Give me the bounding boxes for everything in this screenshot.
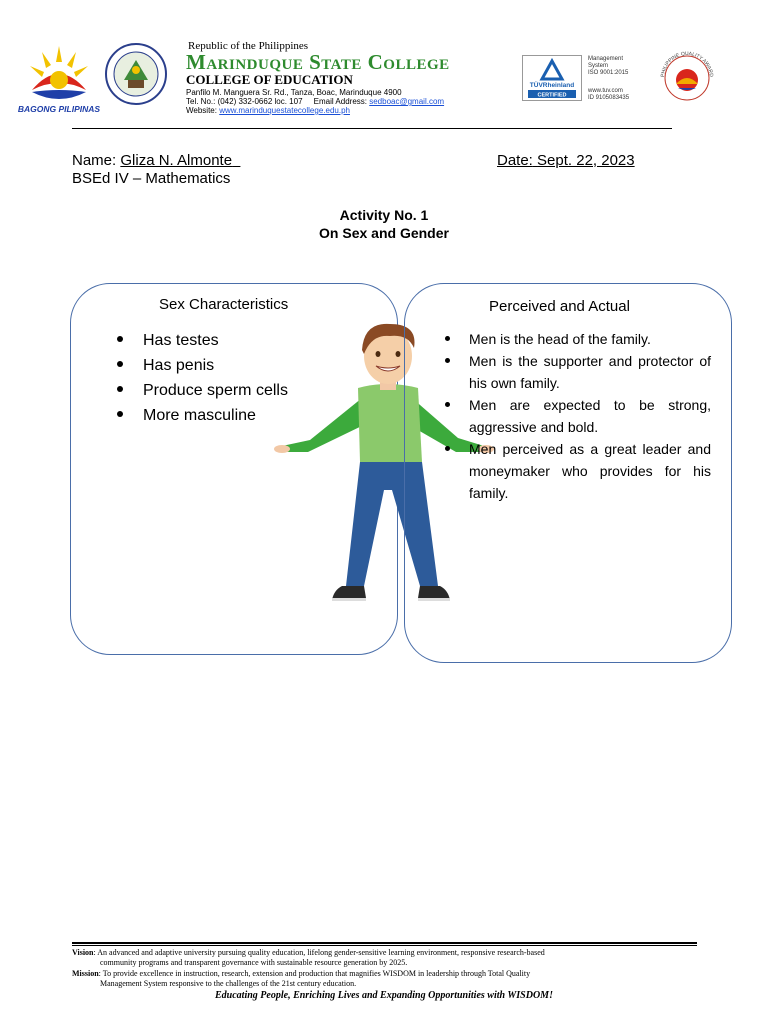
perceived-actual-box bbox=[404, 283, 732, 663]
bagong-pilipinas-label: BAGONG PILIPINAS bbox=[18, 104, 100, 114]
tel-text: Tel. No.: (042) 332-0662 loc. 107 bbox=[186, 97, 303, 106]
college-name: Marinduque State College bbox=[186, 50, 450, 74]
tagline: Educating People, Enriching Lives and Expanding Opportunities with WISDOM! bbox=[215, 990, 553, 1001]
date-row bbox=[497, 152, 635, 169]
vision-label: Vision bbox=[72, 948, 94, 957]
cert-system-line2: System bbox=[588, 63, 609, 69]
college-unit: COLLEGE OF EDUCATION bbox=[186, 72, 353, 87]
perceived-actual-list bbox=[443, 328, 711, 504]
mission-text: : To provide excellence in instruction, research, extension and production that magnifies WISDOM in leadership through Total Quality bbox=[98, 969, 531, 978]
date-label: Date: bbox=[497, 152, 533, 169]
name-label: Name: bbox=[72, 152, 117, 169]
footer-divider bbox=[72, 942, 697, 944]
list-item: Has penis bbox=[117, 353, 377, 378]
email-label: Email Address: bbox=[313, 97, 367, 106]
vision-statement bbox=[72, 948, 702, 968]
tuv-brand: TÜVRheinland bbox=[529, 82, 575, 89]
cert-standard: ISO 9001:2015 bbox=[588, 70, 629, 76]
date-value: Sept. 22, 2023 bbox=[537, 152, 635, 169]
list-item: Produce sperm cells bbox=[117, 378, 377, 403]
cert-id: ID 9105083435 bbox=[588, 95, 630, 101]
vision-text: : An advanced and adaptive university pursuing quality education, lifelong gender-sensitive learning environment, responsive research-based bbox=[93, 948, 545, 957]
vision-text-cont: community programs and transparent governance with sustainable resource generation by 2025. bbox=[100, 958, 408, 967]
quality-award-logo bbox=[654, 48, 720, 102]
cert-site: www.tuv.com bbox=[588, 88, 623, 94]
list-item: Men perceived as a great leader and moneymaker who provides for his family. bbox=[443, 438, 711, 504]
tuv-certified: CERTIFIED bbox=[537, 92, 567, 99]
list-item: Men are expected to be strong, aggressive and bold. bbox=[443, 394, 711, 438]
contact-line bbox=[186, 97, 444, 106]
address-line: Panfilo M. Manguera Sr. Rd., Tanza, Boac, Marinduque 4900 bbox=[186, 88, 402, 97]
mission-statement bbox=[72, 969, 702, 989]
footer-divider-thin bbox=[72, 945, 697, 946]
mission-text-cont: Management System responsive to the challenges of the 21st century education. bbox=[100, 979, 357, 988]
list-item: More masculine bbox=[117, 403, 377, 428]
left-shoe bbox=[332, 586, 366, 600]
list-item: Men is the head of the family. bbox=[443, 328, 711, 350]
bagong-pilipinas-logo bbox=[18, 40, 100, 116]
left-arm bbox=[280, 398, 370, 452]
award-text: PHILIPPINE QUALITY AWARD bbox=[659, 50, 715, 78]
activity-heading bbox=[0, 206, 768, 242]
website-label: Website: bbox=[186, 106, 217, 115]
website-link[interactable]: www.marinduquestatecollege.edu.ph bbox=[219, 106, 350, 115]
email-link[interactable]: sedboac@gmail.com bbox=[369, 97, 445, 106]
republic-line: Republic of the Philippines bbox=[188, 40, 309, 52]
website-line bbox=[186, 106, 350, 115]
mission-label: Mission bbox=[72, 969, 99, 978]
course-line: BSEd IV – Mathematics bbox=[72, 170, 231, 187]
cert-system-line1: Management bbox=[588, 56, 624, 62]
activity-subtitle: On Sex and Gender bbox=[319, 225, 449, 241]
list-item: Men is the supporter and protector of his own family. bbox=[443, 350, 711, 394]
activity-title: Activity No. 1 bbox=[339, 207, 429, 223]
perceived-actual-title: Perceived and Actual bbox=[489, 298, 630, 315]
student-name: Gliza N. Almonte bbox=[120, 152, 233, 169]
college-seal-icon bbox=[104, 42, 168, 106]
name-row bbox=[72, 152, 240, 169]
tuv-certification-badge bbox=[522, 55, 582, 101]
list-item: Has testes bbox=[117, 328, 377, 353]
header-divider bbox=[72, 128, 672, 129]
sex-characteristics-title: Sex Characteristics bbox=[159, 296, 289, 313]
